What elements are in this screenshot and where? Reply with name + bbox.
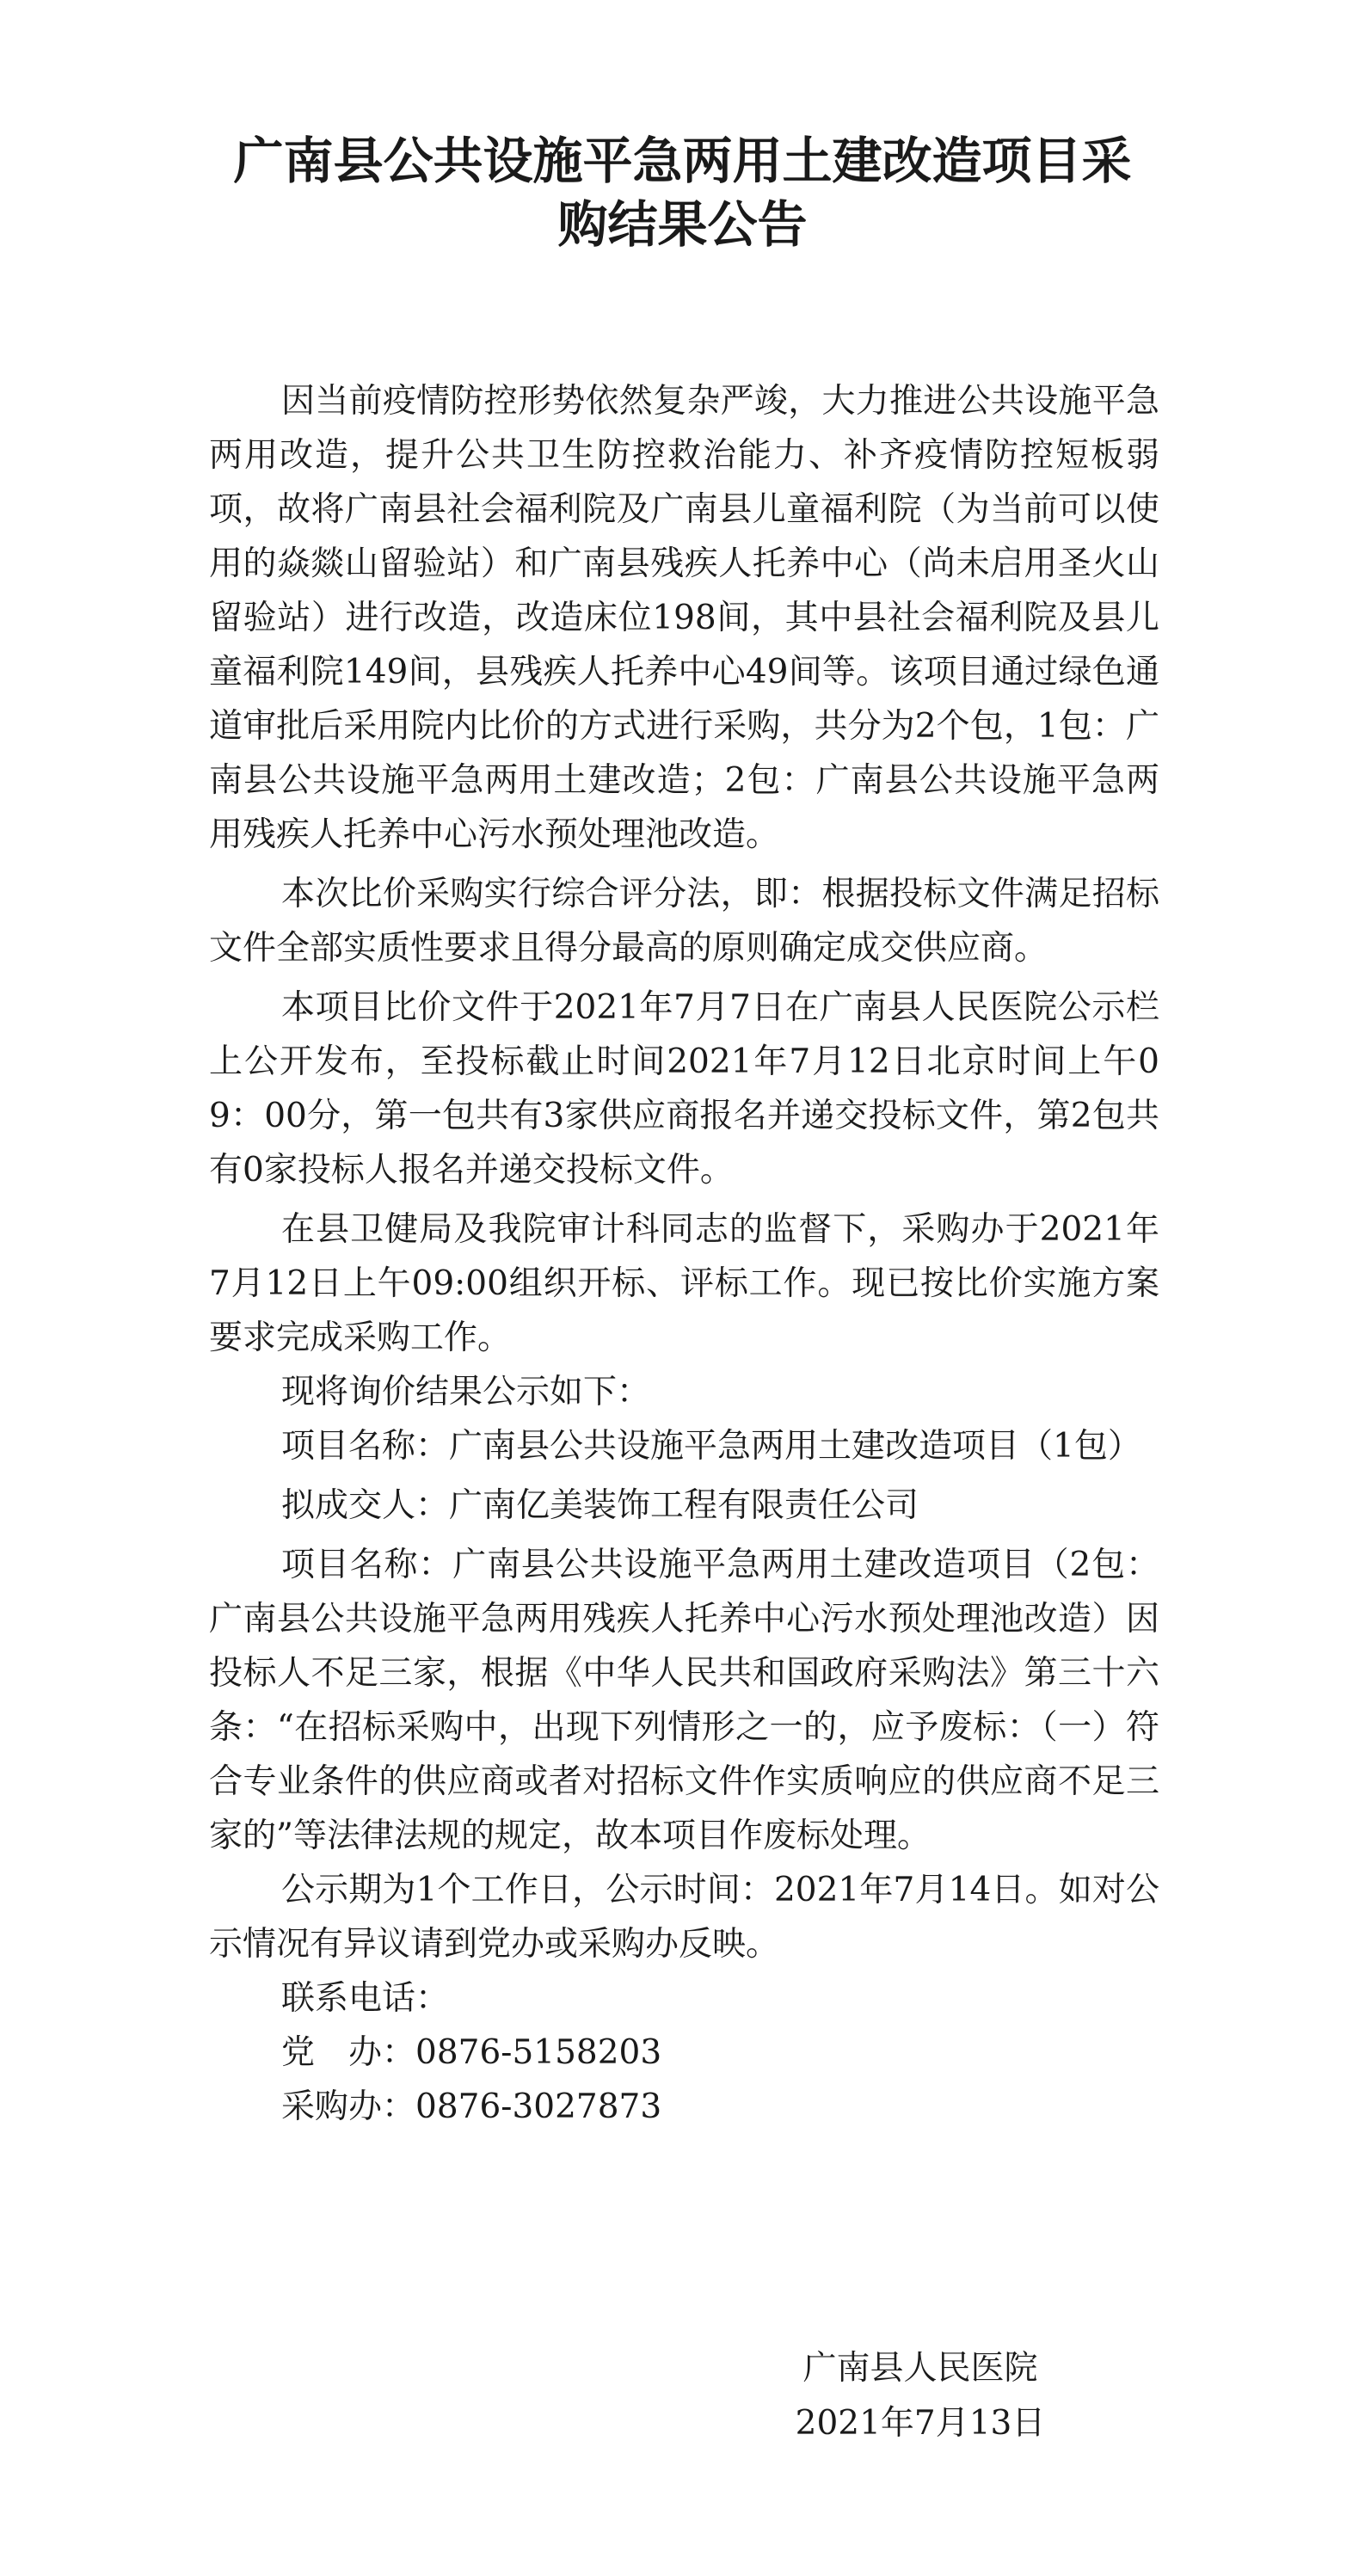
title-line-2: 购结果公告 xyxy=(557,195,808,254)
paragraph-results-intro: 现将询价结果公示如下： xyxy=(281,1373,651,1411)
contact-heading: 联系电话： xyxy=(281,1979,450,2018)
paragraph-project-1: 项目名称：广南县公共设施平急两用土建改造项目（1包） xyxy=(281,1427,1141,1466)
signature-organization: 广南县人民医院 xyxy=(802,2349,1038,2388)
document-title xyxy=(138,129,1227,256)
paragraph-background: 因当前疫情防控形势依然复杂严竣，大力推进公共设施平急两用改造，提升公共卫生防控救治能力、补齐疫情防控短板弱项，故将广南县社会福利院及广南县儿童福利院（为当前可以使用的焱燚山留验站）和广南县残疾人托养中心（尚未启用圣火山留验站）进行改造，改造床位198间，其中县社会福利院及县儿童福利院149间，县残疾人托养中心49间等。该项目通过绿色通道审批后采用院内比价的方式进行采购，共分为2个包，1包：广南县公共设施平急两用土建改造；2包：广南县公共设施平急两用残疾人托养中心污水预处理池改造。 xyxy=(209,382,1159,854)
contact-party-office xyxy=(209,2026,1159,2080)
signature-block xyxy=(731,2341,1110,2451)
document-body xyxy=(209,374,1159,2134)
procurement-office-phone: 0876-3027873 xyxy=(415,2087,662,2126)
paragraph-project-2: 项目名称：广南县公共设施平急两用土建改造项目（2包：广南县公共设施平急两用残疾人托养中心污水预处理池改造）因投标人不足三家，根据《中华人民共和国政府采购法》第三十六条：“在招标采购中，出现下列情形之一的，应予废标：（一）符合专业条件的供应商或者对招标文件作实质响应的供应商不足三家的”等法律法规的规定，故本项目作废标处理。 xyxy=(209,1546,1159,1855)
procurement-office-label: 采购办： xyxy=(281,2087,416,2126)
party-office-phone: 0876-5158203 xyxy=(415,2033,662,2072)
paragraph-evaluation-method: 本次比价采购实行综合评分法，即：根据投标文件满足招标文件全部实质性要求且得分最高的原则确定成交供应商。 xyxy=(209,875,1159,968)
signature-date: 2021年7月13日 xyxy=(795,2404,1046,2443)
paragraph-winning-bidder: 拟成交人：广南亿美装饰工程有限责任公司 xyxy=(281,1486,919,1525)
paragraph-publication: 本项目比价文件于2021年7月7日在广南县人民医院公示栏上公开发布，至投标截止时间2021年7月12日北京时间上午09：00分，第一包共有3家供应商报名并递交投标文件，第2包共有0家投标人报名并递交投标文件。 xyxy=(209,988,1159,1190)
party-office-label: 党 办： xyxy=(281,2033,416,2072)
title-line-1: 广南县公共设施平急两用土建改造项目采 xyxy=(233,132,1132,190)
paragraph-supervision: 在县卫健局及我院审计科同志的监督下，采购办于2021年7月12日上午09:00组织开标、评标工作。现已按比价实施方案要求完成采购工作。 xyxy=(209,1210,1159,1357)
contact-procurement-office xyxy=(209,2080,1159,2134)
paragraph-notice-period: 公示期为1个工作日，公示时间：2021年7月14日。如对公示情况有异议请到党办或采购办反映。 xyxy=(209,1871,1159,1964)
